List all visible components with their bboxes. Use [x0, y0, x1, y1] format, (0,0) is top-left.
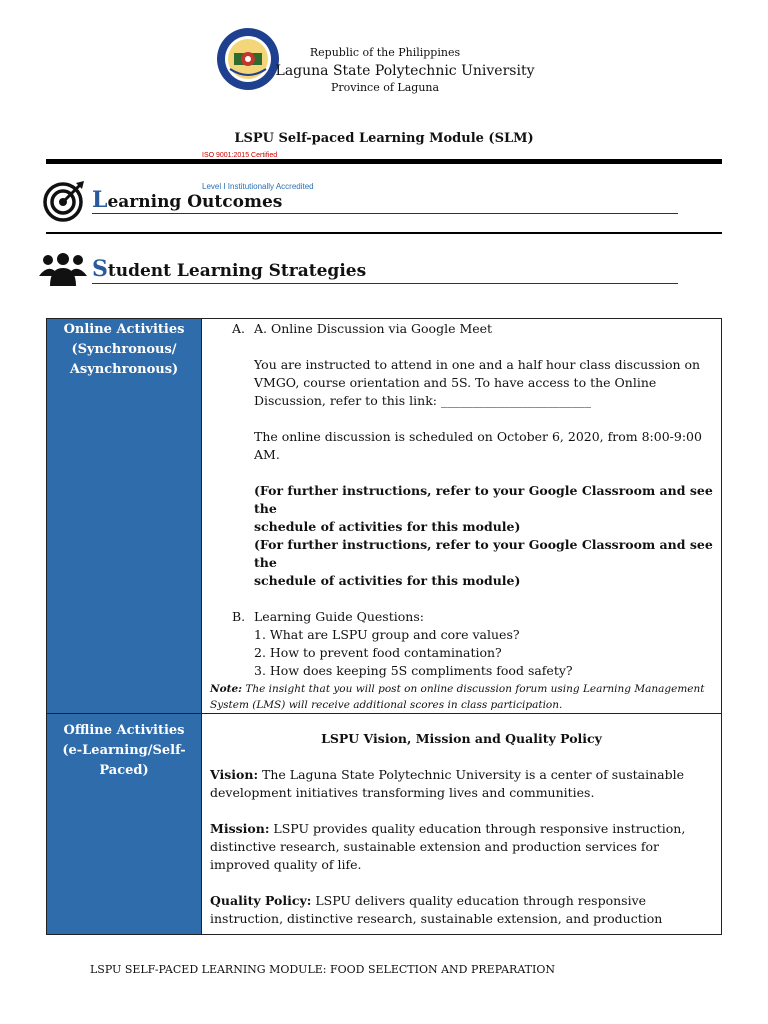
text-line: LSPU provides quality education through responsive instruction,	[269, 821, 686, 836]
header-republic: Republic of the Philippines	[309, 46, 461, 59]
label-line: (Synchronous/	[71, 342, 177, 357]
heading-rest: tudent Learning Strategies	[107, 261, 367, 281]
text-line: schedule of activities for this module)	[254, 519, 521, 534]
mission-label: Mission:	[210, 821, 270, 836]
vision-label: Vision:	[210, 767, 259, 782]
offline-activities-content	[202, 714, 722, 935]
quality-policy-paragraph	[210, 892, 713, 928]
divider-thick	[46, 159, 722, 164]
list-text: Learning Guide Questions:	[254, 609, 424, 624]
text-line: The online discussion is scheduled on October 6, 2020, from 8:00-9:00	[254, 429, 702, 444]
text-line: You are instructed to attend in one and a half hour class discussion on	[254, 357, 701, 372]
heading-underline	[92, 213, 678, 214]
item-b-title	[210, 608, 713, 626]
note-text: The insight that you will post on online discussion forum using Learning Management	[242, 683, 705, 695]
heading-rest: earning Outcomes	[107, 192, 283, 212]
further-instructions	[210, 482, 713, 590]
text-line: improved quality of life.	[210, 857, 362, 872]
module-title: LSPU Self-paced Learning Module (SLM)	[234, 131, 534, 146]
target-icon	[42, 179, 86, 223]
text-line: VMGO, course orientation and 5S. To have access to the Online	[254, 375, 657, 390]
guide-question: 3. How does keeping 5S compliments food safety?	[254, 663, 573, 678]
label-line: Online Activities	[63, 322, 185, 337]
text-line: The Laguna State Polytechnic University is a center of sustainable	[258, 767, 684, 782]
mission-paragraph	[210, 820, 713, 874]
label-line: Asynchronous)	[69, 362, 179, 377]
header-university-name: Laguna State Polytechnic University	[275, 63, 535, 79]
text-line: instruction, distinctive research, sustainable extension, and production	[210, 911, 663, 926]
strategies-heading	[92, 256, 366, 282]
text-line: AM.	[254, 447, 280, 462]
divider-thin	[46, 232, 722, 234]
heading-initial: L	[92, 187, 108, 213]
online-activities-content	[202, 319, 722, 714]
iso-certification: ISO 9001:2015 Certified	[202, 152, 278, 159]
vmq-title: LSPU Vision, Mission and Quality Policy	[321, 731, 602, 746]
guide-question: 1. What are LSPU group and core values?	[254, 627, 520, 642]
heading-initial: S	[92, 256, 108, 282]
online-activities-label	[47, 319, 202, 714]
note	[210, 681, 713, 713]
online-activities-row	[47, 319, 722, 714]
text-line: (For further instructions, refer to your Google Classroom and see the	[254, 537, 713, 570]
list-marker: B.	[232, 609, 246, 624]
text-line: development initiatives transforming lives and communities.	[210, 785, 595, 800]
item-a-title	[210, 320, 713, 338]
offline-activities-label	[47, 714, 202, 935]
page-footer: LSPU SELF-PACED LEARNING MODULE: FOOD SELECTION AND PREPARATION	[90, 963, 555, 976]
label-line: (e-Learning/Self-	[62, 743, 186, 758]
text-line: Discussion, refer to this link: ________________________	[254, 393, 591, 408]
people-group-icon	[38, 252, 88, 288]
header-province: Province of Laguna	[330, 81, 440, 94]
accreditation-text: Level I Institutionally Accredited	[202, 182, 314, 191]
quality-policy-label: Quality Policy:	[210, 893, 312, 908]
guide-question: 2. How to prevent food contamination?	[254, 645, 502, 660]
list-text: A. Online Discussion via Google Meet	[254, 321, 493, 336]
text-line: (For further instructions, refer to your Google Classroom and see the	[254, 483, 713, 516]
access-instructions	[210, 356, 713, 410]
vision-paragraph	[210, 766, 713, 802]
schedule-info	[210, 428, 713, 464]
activities-table	[46, 318, 722, 935]
learning-outcomes-heading	[92, 187, 282, 213]
heading-underline	[92, 283, 678, 284]
text-line: schedule of activities for this module)	[254, 573, 521, 588]
label-line: Offline Activities	[63, 723, 185, 738]
text-line: LSPU delivers quality education through responsive	[311, 893, 647, 908]
note-label: Note:	[210, 683, 243, 695]
text-line: distinctive research, sustainable extension and production services for	[210, 839, 660, 854]
offline-activities-row	[47, 714, 722, 935]
label-line: Paced)	[99, 763, 149, 778]
list-marker: A.	[232, 321, 246, 336]
note-text: System (LMS) will receive additional scores in class participation.	[210, 699, 563, 711]
university-seal-icon	[216, 27, 280, 91]
